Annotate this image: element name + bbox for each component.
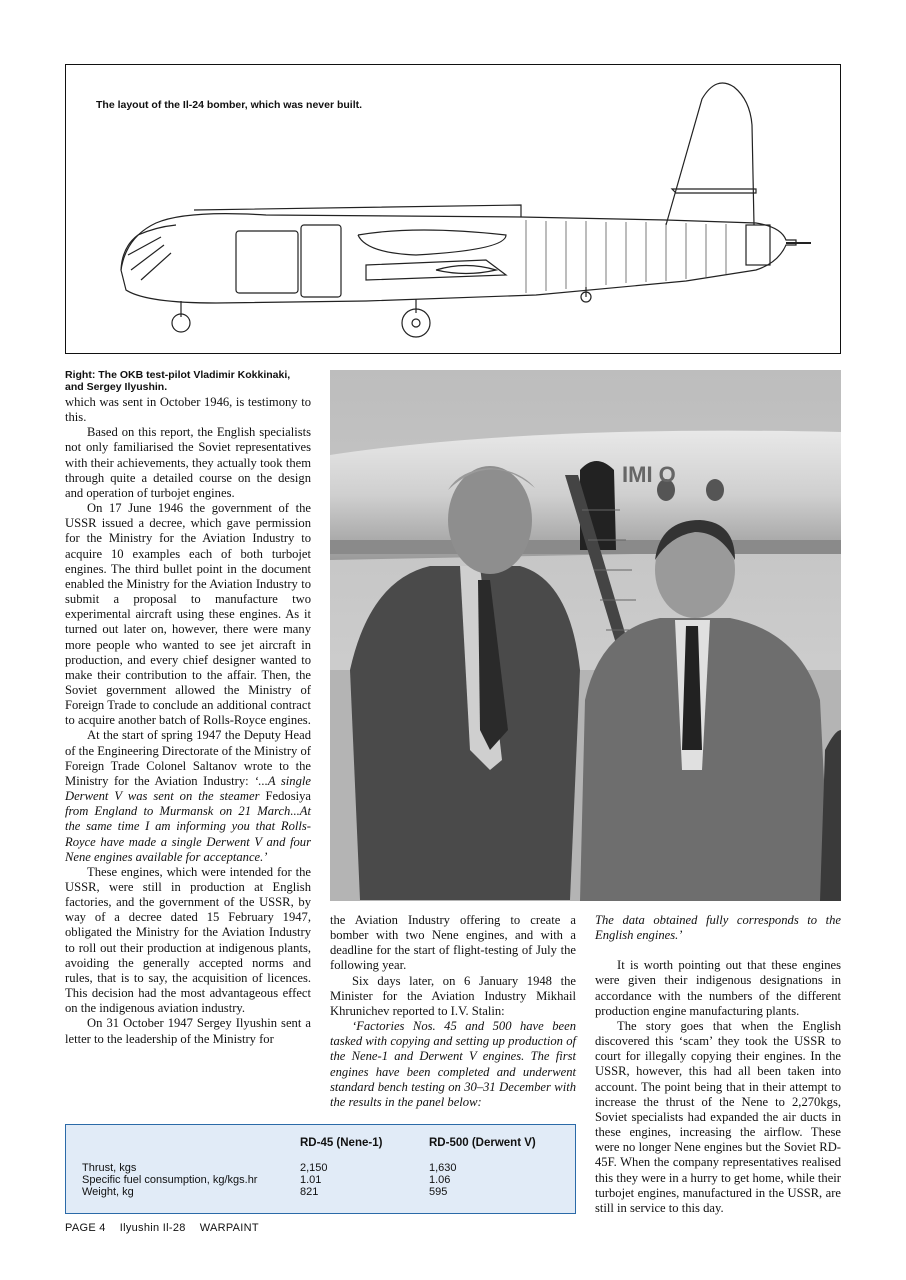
column-1 — [65, 369, 311, 1047]
table-row: Specific fuel consumption, kg/kgs.hr 1.01 1.06 — [82, 1174, 451, 1186]
page-footer — [65, 1222, 273, 1234]
aircraft-markings: IMI O — [622, 462, 676, 487]
photo-image — [330, 370, 841, 901]
table-row: Weight, kg 821 595 — [82, 1186, 448, 1198]
table-row: Thrust, kgs 2,150 1,630 — [82, 1162, 457, 1174]
paragraph: ‘Factories Nos. 45 and 500 have been tasked with copying and setting up production of the Nene-1 and Derwent V engines. The first engines have been completed and underwent standard bench testing on 30–31 December with the results in the panel below: — [330, 1019, 576, 1109]
paragraph: the Aviation Industry offering to create a bomber with two Nene engines, and with a deadline for the start of flight-testing of July the following year. — [330, 913, 576, 973]
paragraph: The story goes that when the English discovered this ‘scam’ they took the USSR to court for illegally copying their engines. In the USSR, however, this had all been taken into account. The point being that in their attempt to increase the thrust of the Nene to 2,270kgs, Soviet specialists had expanded the air ducts in these engines, increasing the airflow. These were no longer Nene engines but the Soviet RD-45F. When the company representatives realised this they were in a hurry to get home, while their turbojet engines, manufactured in the USSR, are still in service to this day. — [595, 1018, 841, 1215]
paragraph: At the start of spring 1947 the Deputy Head of the Engineering Directorate of the Ministry of Foreign Trade Colonel Saltanov wrote to the Ministry for the Aviation Industry: ‘...A single Derwent V was sent on the steamer Fedosiya from England to Murmansk on 21 March...At the same time I am informing you that Rolls-Royce have made a single Derwent V and four Nene engines available for acceptance.’ — [65, 728, 311, 864]
paragraph: It is worth pointing out that these engines were given their indigenous designations in accordance with the numbers of the different production engine manufacturing plants. — [595, 958, 841, 1018]
il-24-bomber-drawing — [66, 65, 840, 353]
publisher-brand: WARPAINT — [199, 1222, 259, 1234]
paragraph: The data obtained fully corresponds to the English engines.’ — [595, 913, 841, 943]
column-3 — [595, 913, 841, 1216]
photo-caption: Right: The OKB test-pilot Vladimir Kokkinaki, and Sergey Ilyushin. — [65, 369, 291, 393]
drawing-caption: The layout of the Il-24 bomber, which was never built. — [96, 99, 363, 111]
engine-test-results-panel — [65, 1124, 576, 1214]
paragraph: which was sent in October 1946, is testimony to this. — [65, 395, 311, 425]
photo-kokkinaki-ilyushin — [330, 370, 841, 901]
paragraph: These engines, which were intended for the USSR, were still in production at English factories, and the government of the USSR, by way of a decree dated 15 February 1947, obligated the Ministry for the Aviation Industry to roll out their production at indigenous plants, avoiding the generally accepted norms and rules, that is to say, the acquisition of licences. This decision had the most advantageous effect on the indigenous aviation industry. — [65, 864, 311, 1016]
paragraph: On 31 October 1947 Sergey Ilyushin sent a letter to the leadership of the Ministry for — [65, 1016, 311, 1046]
publication-title: Ilyushin Il-28 — [119, 1222, 186, 1234]
paragraph: On 17 June 1946 the government of the USSR issued a decree, which gave permission for the Ministry for the Aviation Industry to acquire 10 examples each of both turbojet engines. The third bullet point in the document enabled the Ministry for the Aviation Industry to submit a proposal to manufacture two experimental aircraft using these engines. As it turned out later on, however, there were many more people who wanted to see jet aircraft in production, and every chief designer wanted to make their contribution to the affair. Then, the Soviet government allowed the Ministry of Foreign Trade to conclude an additional contract to acquire another batch of Rolls-Royce engines. — [65, 501, 311, 728]
paragraph: Six days later, on 6 January 1948 the Minister for the Aviation Industry Mikhail Khrunichev reported to I.V. Stalin: — [330, 973, 576, 1018]
page-number: PAGE 4 — [65, 1222, 106, 1234]
column-2 — [330, 913, 576, 1110]
table-header-rd500: RD-500 (Derwent V) — [429, 1137, 536, 1149]
table-header-rd45: RD-45 (Nene-1) — [300, 1137, 383, 1149]
paragraph: Based on this report, the English specialists not only familiarised the Soviet representatives with their achievements, they actually took them through quite a detailed course on the design and operation of turbojet engines. — [65, 425, 311, 500]
layout-drawing-frame — [65, 64, 841, 354]
